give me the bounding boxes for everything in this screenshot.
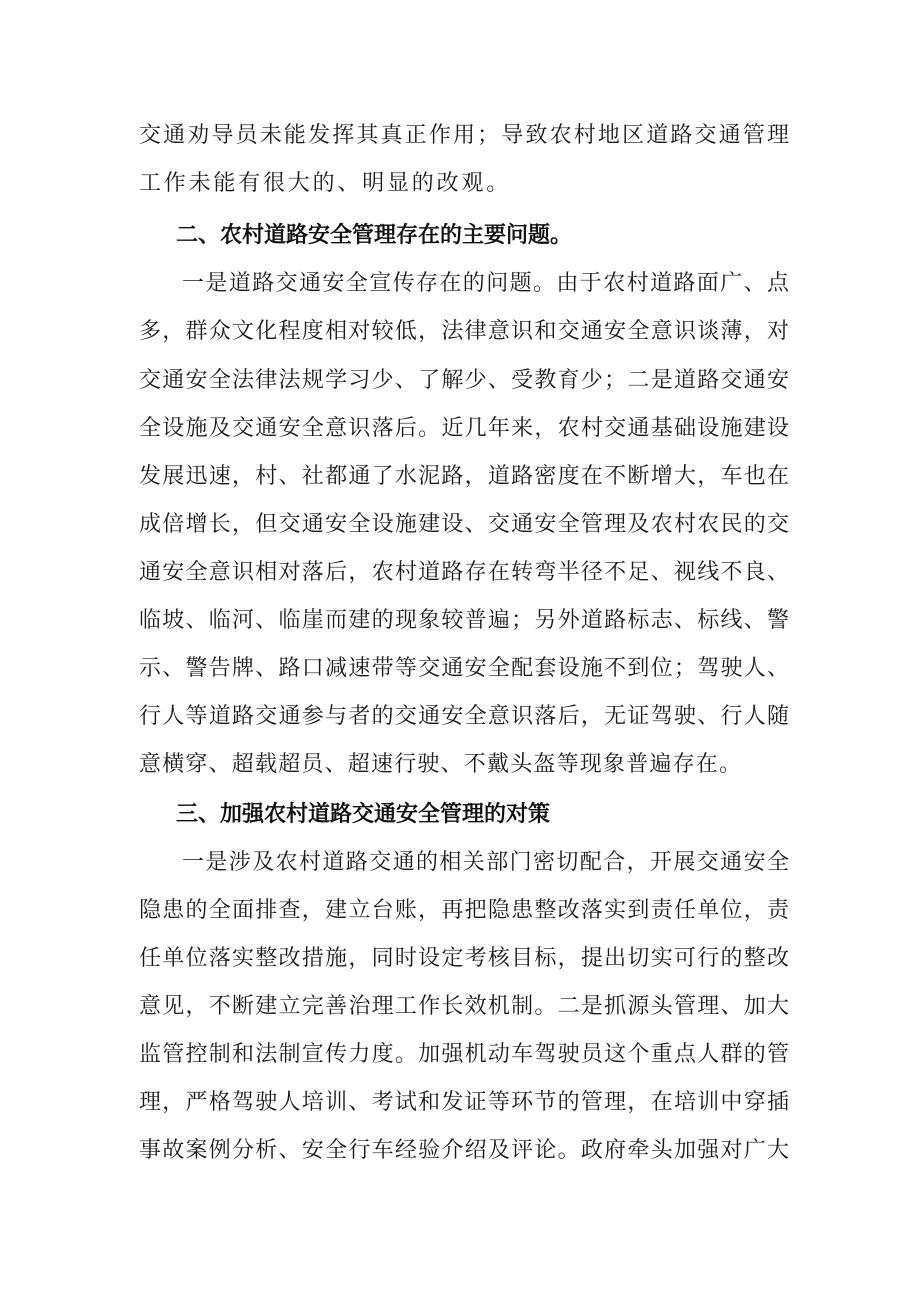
section3-line-5: 监管控制和法制宣传力度。加强机动车驾驶员这个重点人群的管 (139, 1042, 789, 1067)
section2-line-3: 交通安全法律法规学习少、了解少、受教育少；二是道路交通安 (139, 368, 789, 393)
section3-line-4: 意见，不断建立完善治理工作长效机制。二是抓源头管理、加大 (139, 994, 789, 1019)
section3-heading: 三、加强农村道路交通安全管理的对策 (176, 802, 551, 827)
section3-line-6: 理，严格驾驶人培训、考试和发证等环节的管理，在培训中穿插 (139, 1090, 789, 1115)
section2-line-11: 意横穿、超载超员、超速行驶、不戴头盔等现象普遍存在。 (139, 752, 743, 777)
section2-line-10: 行人等道路交通参与者的交通安全意识落后，无证驾驶、行人随 (139, 704, 789, 729)
section2-heading: 二、农村道路安全管理存在的主要问题。 (176, 223, 573, 248)
section2-line-9: 示、警告牌、路口减速带等交通安全配套设施不到位；驾驶人、 (139, 656, 789, 681)
section2-line-7: 通安全意识相对落后，农村道路存在转弯半径不足、视线不良、 (139, 560, 789, 585)
section2-line-8: 临坡、临河、临崖而建的现象较普遍；另外道路标志、标线、警 (139, 608, 789, 633)
intro-line-1: 交通劝导员未能发挥其真正作用；导致农村地区道路交通管理 (139, 123, 789, 148)
section2-line-2: 多，群众文化程度相对较低，法律意识和交通安全意识谈薄，对 (139, 319, 789, 344)
section3-line-7: 事故案例分析、安全行车经验介绍及评论。政府牵头加强对广大 (139, 1138, 789, 1163)
intro-line-2: 工作未能有很大的、明显的改观。 (139, 171, 512, 196)
section2-line-1: 一是道路交通安全宣传存在的问题。由于农村道路面广、点 (182, 271, 789, 296)
section2-line-5: 发展迅速，村、社都通了水泥路，道路密度在不断增大，车也在 (139, 464, 789, 489)
section3-line-3: 任单位落实整改措施，同时设定考核目标，提出切实可行的整改 (139, 946, 789, 971)
section2-line-6: 成倍增长，但交通安全设施建设、交通安全管理及农村农民的交 (139, 512, 789, 537)
section2-line-4: 全设施及交通安全意识落后。近几年来，农村交通基础设施建设 (139, 416, 789, 441)
section3-line-2: 隐患的全面排查，建立台账，再把隐患整改落实到责任单位，责 (139, 898, 789, 923)
section3-line-1: 一是涉及农村道路交通的相关部门密切配合，开展交通安全 (182, 850, 789, 875)
